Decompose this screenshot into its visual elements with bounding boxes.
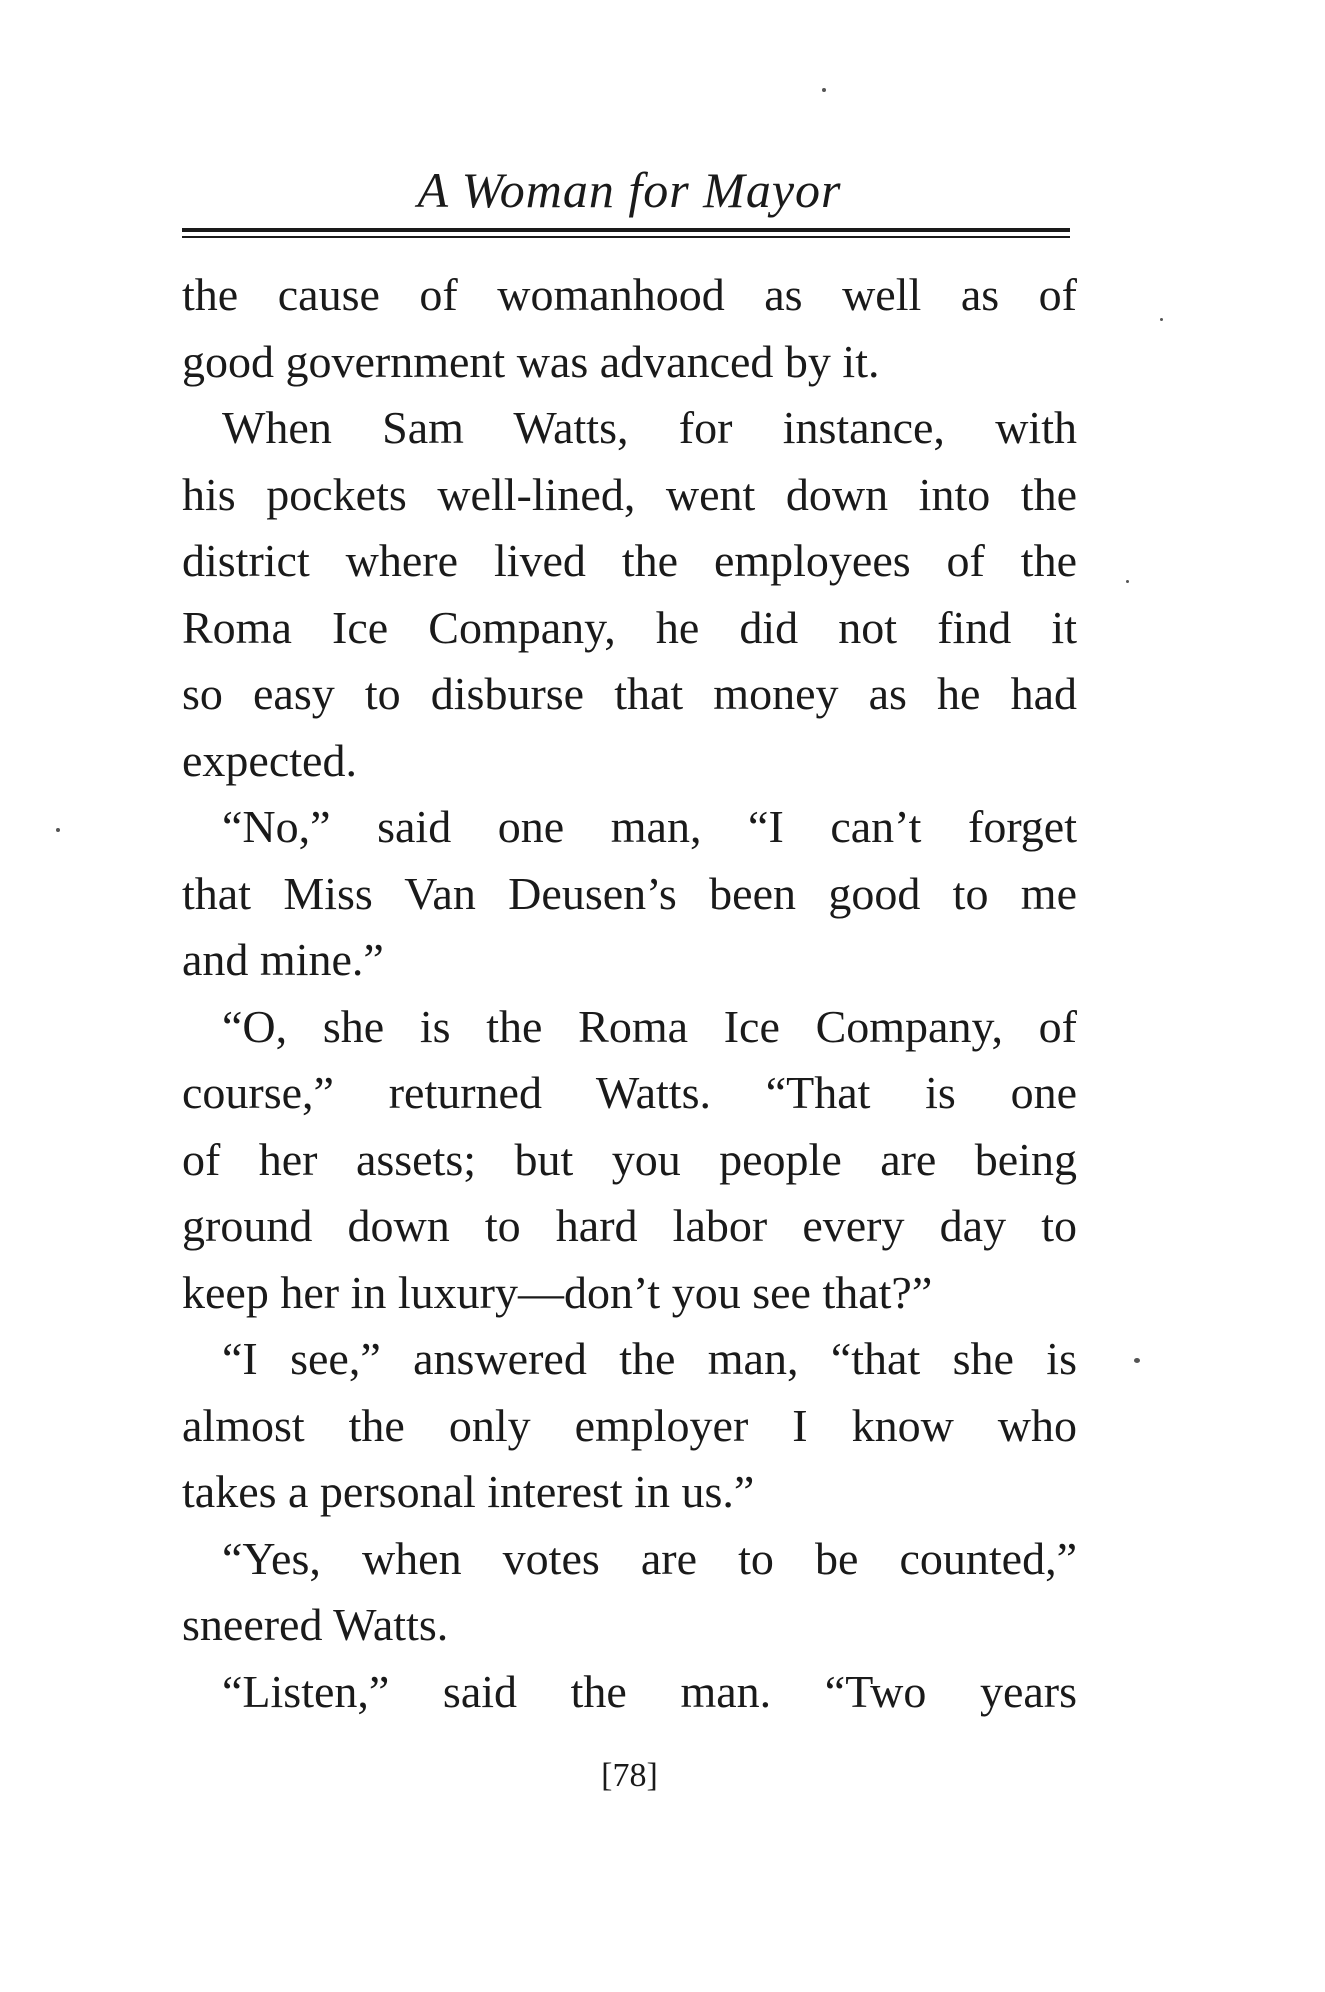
text-line: takes a personal interest in us.” <box>182 1466 755 1517</box>
paper-speck <box>1126 580 1129 583</box>
text-line: his pockets well-lined, went down into the <box>182 468 1077 520</box>
text-line: “Listen,” said the man. “Two years <box>222 1665 1077 1717</box>
header-rule-thin <box>182 236 1070 238</box>
text-line: almost the only employer I know who <box>182 1399 1077 1451</box>
text-line: the cause of womanhood as well as of <box>182 269 1077 320</box>
text-line: “O, she is the Roma Ice Company, of <box>222 1000 1077 1052</box>
body-text <box>182 262 1077 1725</box>
text-line: course,” returned Watts. “That is one <box>182 1067 1077 1118</box>
page-number: [78] <box>601 1757 658 1794</box>
header-rule-thick <box>182 228 1070 232</box>
text-line: sneered Watts. <box>182 1599 449 1650</box>
text-line: expected. <box>182 734 357 786</box>
text-line: so easy to disburse that money as he had <box>182 668 1077 719</box>
paper-speck <box>822 88 826 92</box>
running-head: A Woman for Mayor <box>417 162 842 218</box>
paper-speck <box>56 828 60 832</box>
text-line: “No,” said one man, “I can’t forget <box>222 801 1077 852</box>
text-line: “Yes, when votes are to be counted,” <box>222 1532 1077 1584</box>
text-line: “I see,” answered the man, “that she is <box>222 1333 1077 1384</box>
text-line: When Sam Watts, for instance, with <box>222 402 1077 453</box>
text-line: of her assets; but you people are being <box>182 1133 1077 1185</box>
text-line: that Miss Van Deusen’s been good to me <box>182 867 1077 919</box>
text-line: district where lived the employees of the <box>182 535 1077 586</box>
text-line: Roma Ice Company, he did not find it <box>182 601 1077 653</box>
text-line: ground down to hard labor every day to <box>182 1200 1077 1251</box>
text-line: good government was advanced by it. <box>182 335 880 387</box>
text-line: and mine.” <box>182 934 384 985</box>
paper-speck <box>1134 1358 1140 1363</box>
header-rule <box>182 228 1070 240</box>
paper-speck <box>1160 318 1163 321</box>
text-line: keep her in luxury—don’t you see that?” <box>182 1266 933 1318</box>
